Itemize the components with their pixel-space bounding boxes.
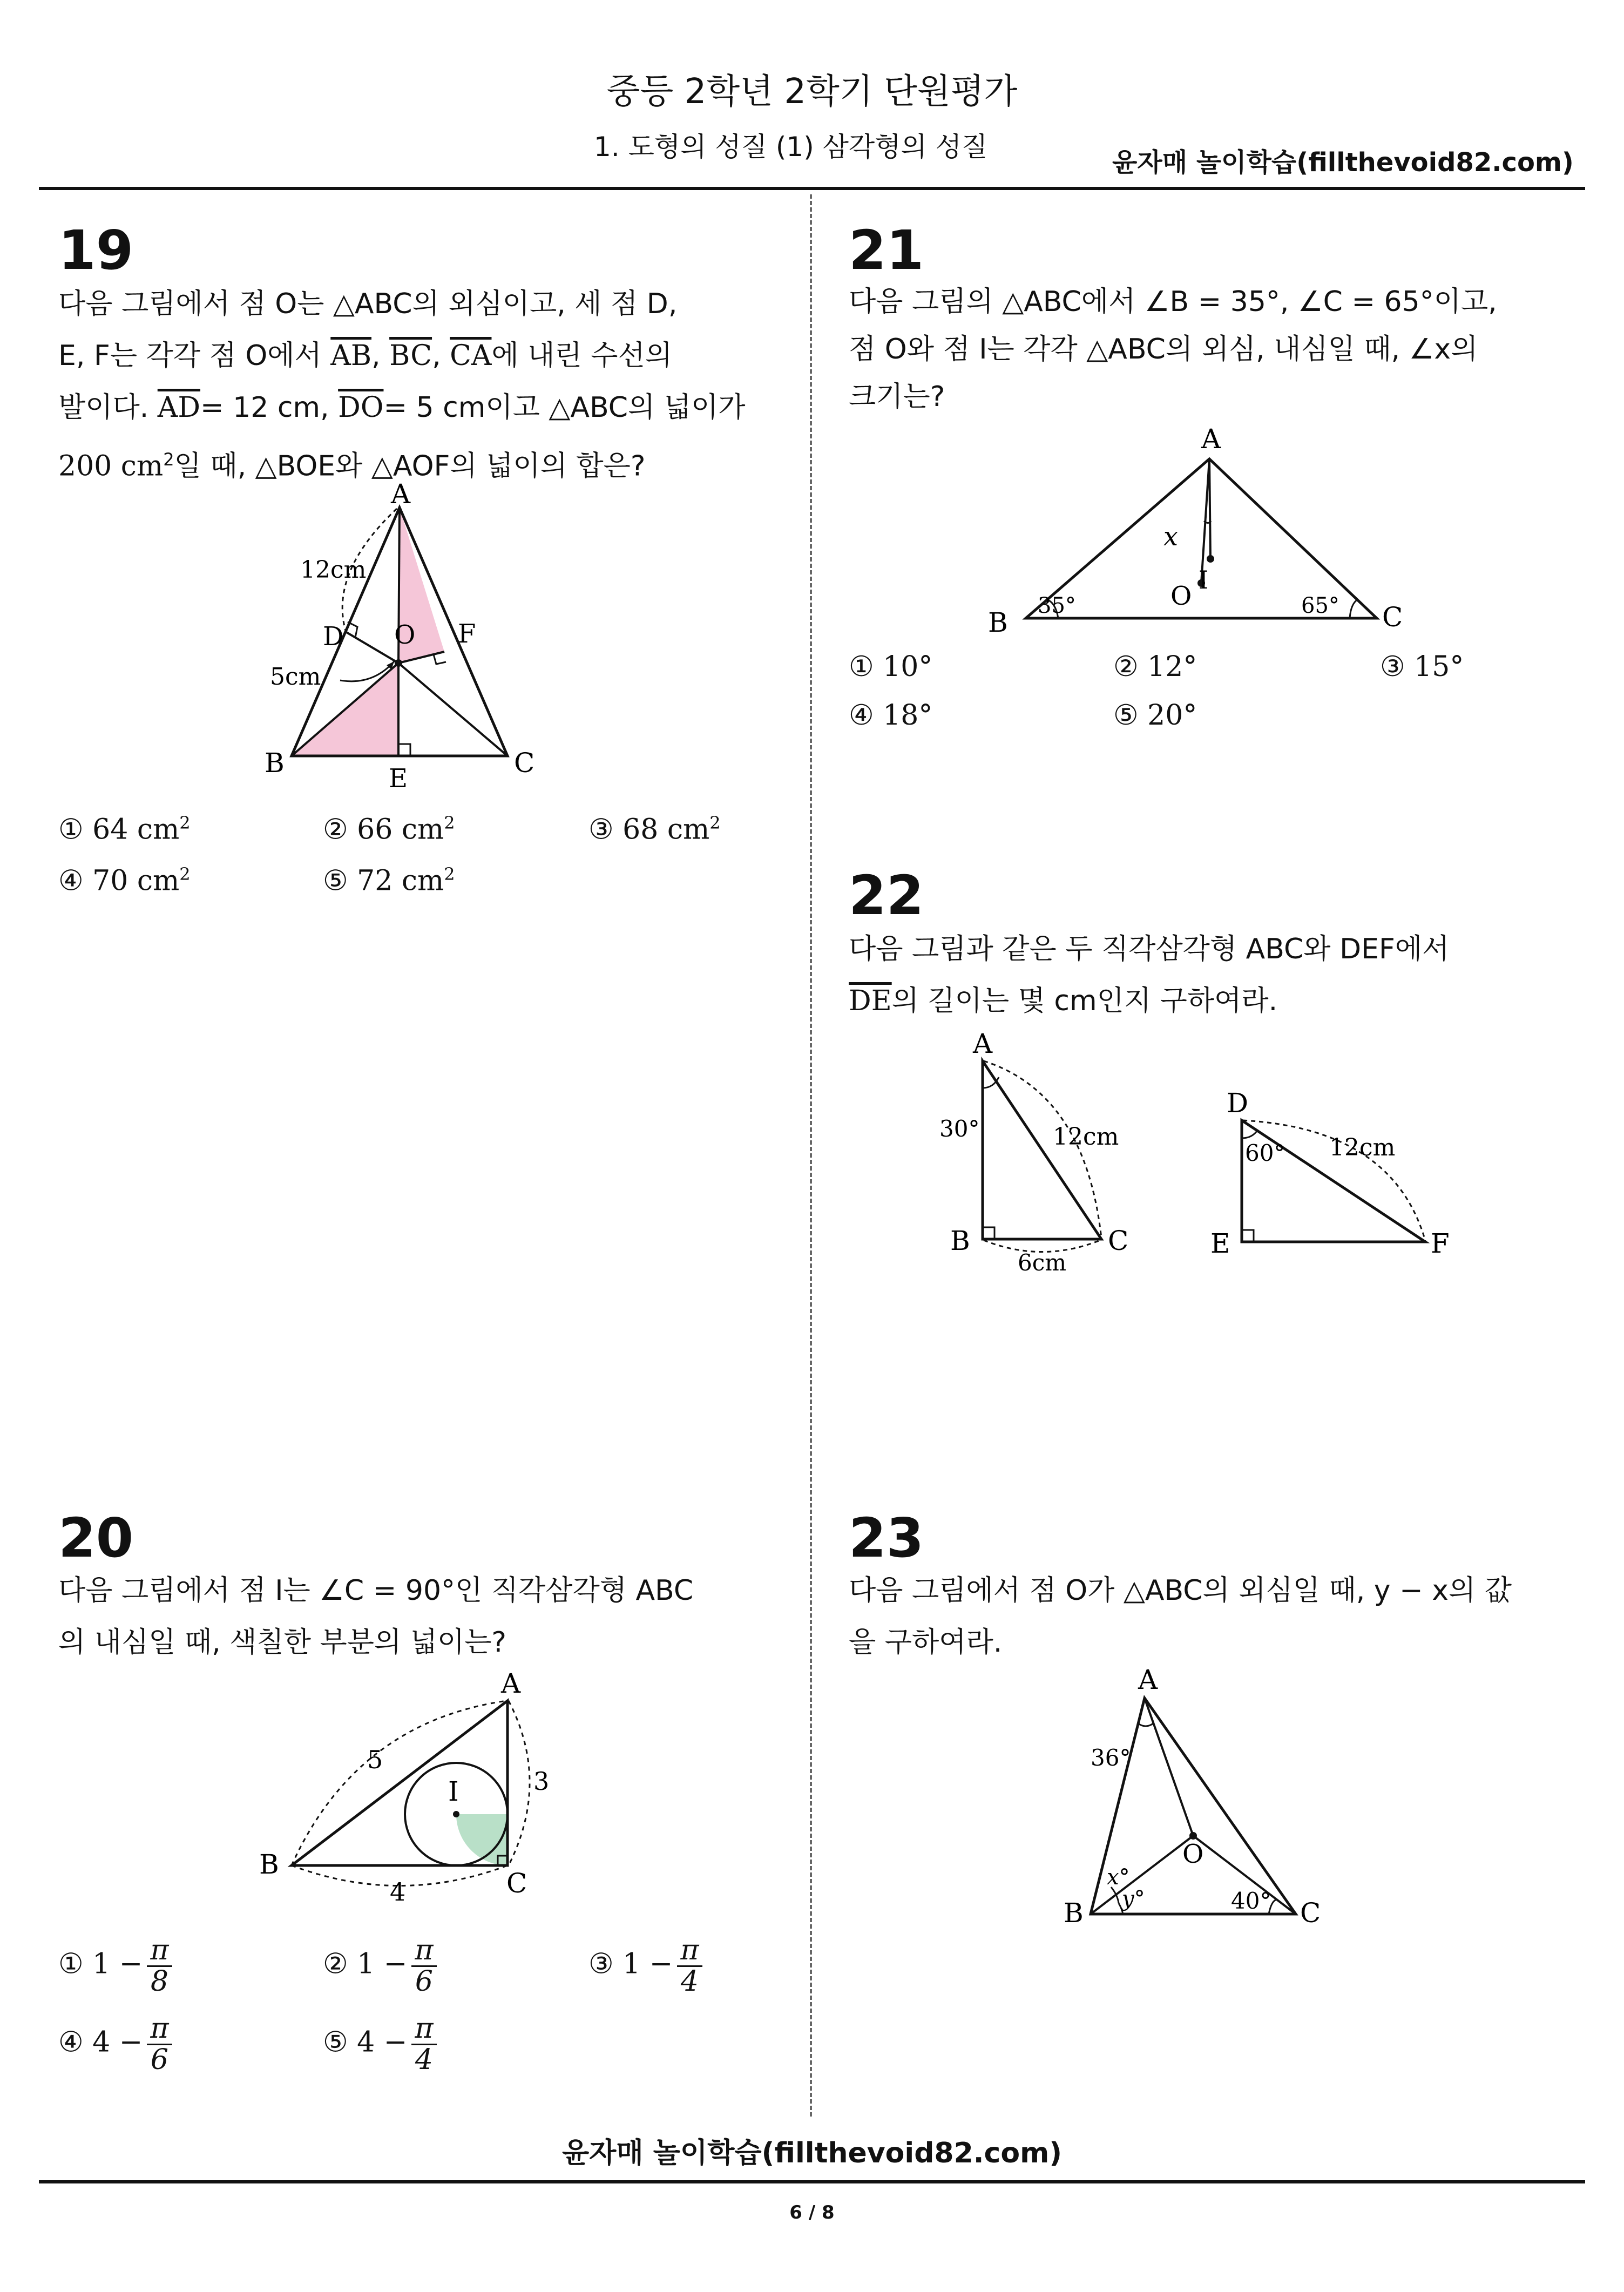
- svg-text:B: B: [265, 747, 285, 779]
- svg-text:I: I: [1199, 565, 1209, 594]
- svg-text:35°: 35°: [1038, 593, 1076, 618]
- q19-line4: 200 $cm^2$일 때, △BOE와 △AOF의 넓이의 합은?: [58, 449, 646, 483]
- svg-text:12cm: 12cm: [1053, 1123, 1119, 1151]
- svg-text:C: C: [514, 747, 535, 779]
- q21-option-4[interactable]: ④ 18°: [849, 699, 933, 732]
- svg-text:B: B: [988, 607, 1008, 638]
- q20-line1: 다음 그림에서 점 I는 ∠C = 90°인 직각삼각형 ABC: [58, 1574, 694, 1607]
- svg-text:12cm: 12cm: [1329, 1134, 1396, 1161]
- q21-figure: [977, 421, 1420, 648]
- question-number-19: 19: [58, 219, 134, 282]
- q20-option-3[interactable]: ③ 1 − $\frac{\pi}{4}$: [588, 1936, 702, 1996]
- svg-text:5: 5: [367, 1745, 383, 1774]
- svg-text:x°: x°: [1107, 1865, 1130, 1890]
- svg-text:A: A: [1138, 1664, 1158, 1695]
- q19-line1: 다음 그림에서 점 O는 △ABC의 외심이고, 세 점 D,: [58, 288, 678, 320]
- footer-brand: 윤자매 놀이학습(fillthevoid82.com): [561, 2137, 1063, 2169]
- q19-option-5[interactable]: ⑤ 72 $cm^2$: [323, 864, 455, 897]
- footer-rule: [39, 2180, 1585, 2183]
- page-subtitle: 1. 도형의 성질 (1) 삼각형의 성질: [594, 131, 988, 163]
- page-title: 중등 2학년 2학기 단원평가: [606, 72, 1018, 112]
- svg-text:5cm: 5cm: [270, 663, 321, 691]
- svg-text:C: C: [506, 1868, 527, 1899]
- svg-text:C: C: [1300, 1897, 1321, 1929]
- svg-text:D: D: [323, 621, 344, 652]
- q20-line2: 의 내심일 때, 색칠한 부분의 넓이는?: [58, 1626, 507, 1659]
- svg-text:E: E: [389, 763, 408, 794]
- q20-option-1[interactable]: ① 1 − $\frac{\pi}{8}$: [58, 1936, 172, 1996]
- svg-text:B: B: [1064, 1897, 1084, 1929]
- svg-text:36°: 36°: [1091, 1745, 1131, 1771]
- header-brand: 윤자매 놀이학습(fillthevoid82.com): [1112, 147, 1574, 178]
- q20-point-i: [453, 1811, 459, 1817]
- svg-text:C: C: [1108, 1225, 1129, 1256]
- svg-text:6cm: 6cm: [1018, 1249, 1067, 1276]
- q20-option-5[interactable]: ⑤ 4 − $\frac{\pi}{4}$: [323, 2014, 437, 2074]
- question-number-20: 20: [58, 1506, 134, 1570]
- svg-text:y°: y°: [1122, 1887, 1145, 1911]
- svg-text:D: D: [1227, 1087, 1249, 1119]
- svg-text:C: C: [1382, 601, 1403, 633]
- question-number-21: 21: [849, 219, 924, 282]
- q23-line2: 을 구하여라.: [849, 1626, 1003, 1659]
- q23-line1: 다음 그림에서 점 O가 △ABC의 외심일 때, y − x의 값: [849, 1574, 1512, 1607]
- q22-line2: $\overline{DE}$의 길이는 몇 cm인지 구하여라.: [849, 985, 1278, 1017]
- q19-option-2[interactable]: ② 66 $cm^2$: [323, 813, 455, 846]
- svg-text:A: A: [973, 1028, 993, 1059]
- q23-figure: [1058, 1663, 1350, 1944]
- svg-text:B: B: [950, 1225, 970, 1256]
- svg-text:E: E: [1210, 1228, 1230, 1259]
- q19-option-3[interactable]: ③ 68 $cm^2$: [588, 813, 721, 846]
- q19-line2: E, F는 각각 점 O에서 $\overline{AB}$, $\overline{BC}$, $\overline{CA}$에 내린 수선의: [58, 340, 672, 372]
- question-20-text: [58, 1565, 760, 1668]
- svg-text:x: x: [1163, 522, 1179, 552]
- q21-option-1[interactable]: ① 10°: [849, 651, 933, 683]
- svg-text:O: O: [1170, 581, 1192, 611]
- q23-point-o: [1189, 1832, 1197, 1840]
- q21-point-i: [1207, 555, 1214, 563]
- q19-option-1[interactable]: ① 64 $cm^2$: [58, 813, 191, 846]
- svg-text:I: I: [448, 1776, 459, 1807]
- question-22-text: [849, 923, 1572, 1027]
- q19-figure: [259, 481, 594, 804]
- q21-line2: 점 O와 점 I는 각각 △ABC의 외심, 내심일 때, ∠x의: [849, 333, 1478, 366]
- svg-text:B: B: [259, 1849, 279, 1880]
- column-divider: [810, 194, 812, 2117]
- q20-option-2[interactable]: ② 1 − $\frac{\pi}{6}$: [323, 1936, 437, 1996]
- question-23-text: [849, 1565, 1572, 1668]
- header-rule: [39, 187, 1585, 190]
- q21-option-3[interactable]: ③ 15°: [1380, 651, 1464, 683]
- q22-line1: 다음 그림과 같은 두 직각삼각형 ABC와 DEF에서: [849, 933, 1450, 965]
- svg-text:40°: 40°: [1231, 1888, 1271, 1914]
- svg-text:4: 4: [390, 1877, 406, 1906]
- q21-option-2[interactable]: ② 12°: [1113, 651, 1197, 683]
- page-number: 6 / 8: [789, 2202, 835, 2223]
- q22-figure-def: [1209, 1080, 1490, 1274]
- q19-option-4[interactable]: ④ 70 $cm^2$: [58, 864, 191, 897]
- svg-text:A: A: [391, 481, 411, 510]
- svg-text:12cm: 12cm: [300, 556, 367, 584]
- svg-text:F: F: [1431, 1228, 1450, 1259]
- question-number-23: 23: [849, 1506, 924, 1570]
- question-21-text: [849, 278, 1572, 421]
- question-19-text: [58, 278, 760, 492]
- svg-text:O: O: [1182, 1839, 1204, 1869]
- q19-line3: 발이다. $\overline{AD}= 12$ cm, $\overline{DO}= 5$ cm이고 △ABC의 넓이가: [58, 391, 746, 424]
- svg-text:A: A: [1201, 423, 1221, 455]
- q19-point-o: [395, 659, 402, 667]
- q22-figure-abc: [918, 1023, 1177, 1282]
- q21-line3: 크기는?: [849, 381, 945, 413]
- svg-text:A: A: [501, 1668, 521, 1699]
- q21-option-5[interactable]: ⑤ 20°: [1113, 699, 1197, 732]
- question-number-22: 22: [849, 864, 924, 927]
- q21-line1: 다음 그림의 △ABC에서 ∠B = 35°, ∠C = 65°이고,: [849, 286, 1497, 318]
- svg-text:F: F: [458, 619, 476, 649]
- q20-option-4[interactable]: ④ 4 − $\frac{\pi}{6}$: [58, 2014, 172, 2074]
- svg-text:30°: 30°: [939, 1115, 980, 1142]
- svg-text:65°: 65°: [1301, 593, 1339, 618]
- svg-text:60°: 60°: [1245, 1140, 1285, 1166]
- q20-figure: [248, 1663, 583, 1917]
- svg-text:O: O: [394, 620, 416, 650]
- svg-text:3: 3: [533, 1767, 550, 1796]
